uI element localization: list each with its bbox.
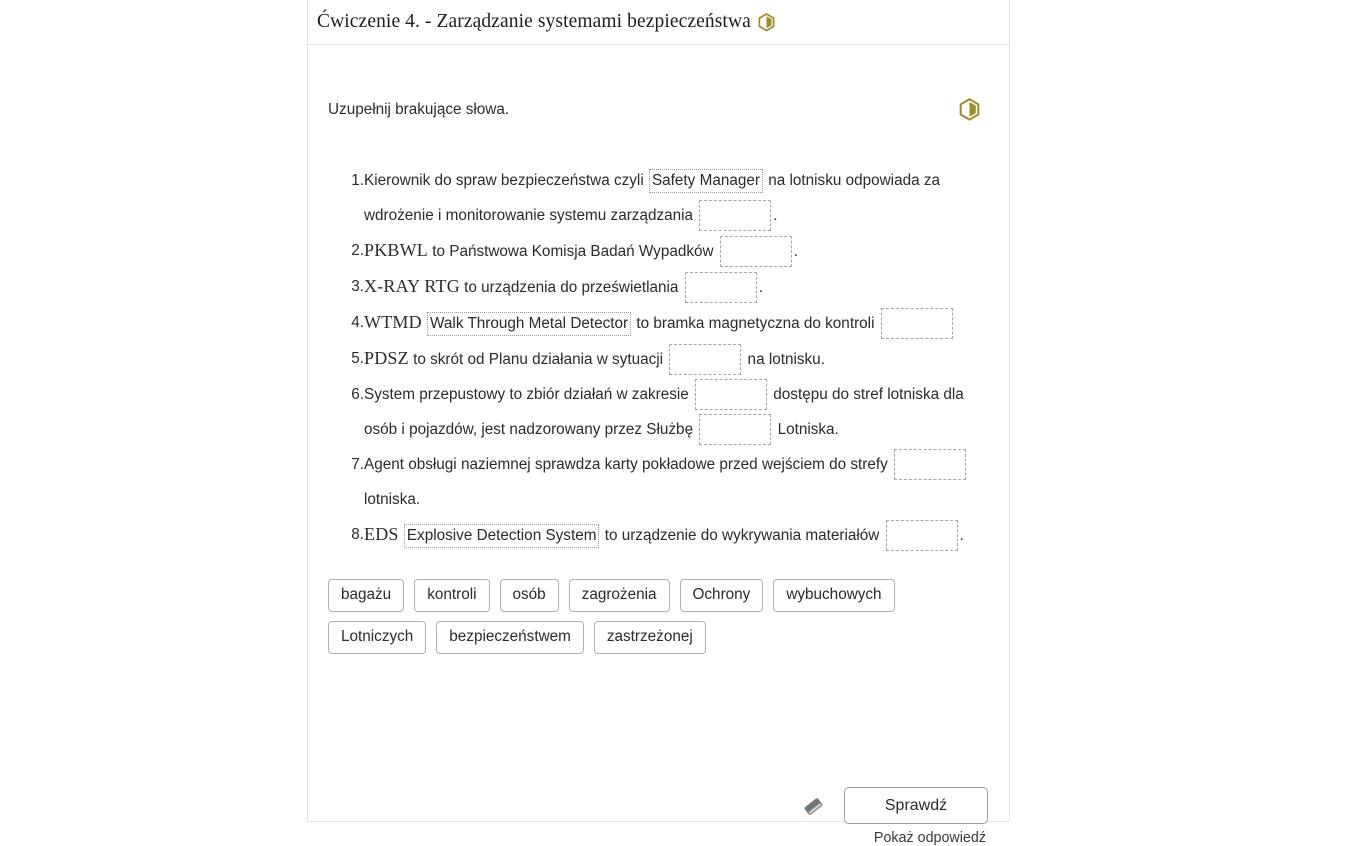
question-item	[308, 269, 1009, 305]
question-text: .	[758, 279, 763, 296]
actions-row	[800, 787, 988, 824]
question-text: to skrót od Planu działania w sytuacji	[408, 351, 668, 368]
question-text: .	[793, 243, 799, 260]
instruction-text: Uzupełnij brakujące słowa.	[328, 101, 510, 118]
hint-box: Explosive Detection System	[404, 524, 600, 548]
question-text: System przepustowy to zbiór działań w zakresie	[364, 386, 694, 403]
question-text: dostępu do stref lotniska dla osób i pojazdów, jest nadzorowany przez Służbę	[364, 386, 964, 438]
question-text: Agent obsługi naziemnej sprawdza karty pokładowe przed wejściem do strefy	[364, 456, 893, 473]
question-text: na lotnisku.	[743, 351, 825, 368]
hint-box: Safety Manager	[649, 169, 763, 193]
acronym-text: PDSZ	[364, 348, 409, 368]
answer-blank[interactable]	[894, 449, 966, 480]
exercise-card	[307, 0, 1010, 846]
question-text	[422, 315, 426, 332]
actions-area	[800, 787, 988, 846]
question-text: to bramka magnetyczna do kontroli	[632, 315, 879, 332]
question-item	[308, 447, 1009, 517]
word-chip[interactable]: wybuchowych	[773, 579, 894, 612]
word-chip[interactable]: Lotniczych	[328, 621, 426, 654]
answer-blank[interactable]	[685, 272, 757, 303]
word-chip[interactable]: zastrzeżonej	[594, 621, 706, 654]
answer-blank[interactable]	[720, 236, 792, 267]
question-text: .	[959, 527, 964, 544]
question-item	[308, 233, 1009, 269]
word-chip[interactable]: bezpieczeństwem	[436, 621, 584, 654]
word-chip[interactable]: Ochrony	[680, 579, 764, 612]
answer-blank[interactable]	[695, 379, 767, 410]
hexagon-icon	[758, 13, 775, 32]
question-number: 1.	[351, 172, 364, 189]
questions-list	[308, 163, 1009, 553]
question-text: lotniska.	[364, 491, 421, 508]
answer-blank[interactable]	[699, 414, 771, 445]
question-text	[399, 527, 403, 544]
page-title: Ćwiczenie 4. - Zarządzanie systemami bezpieczeństwa	[317, 11, 751, 32]
instruction-row	[308, 97, 1009, 123]
question-text: Lotniska.	[773, 421, 839, 438]
show-answer-link[interactable]: Pokaż odpowiedź	[873, 830, 986, 846]
question-text: to urządzenie do wykrywania materiałów	[600, 527, 884, 544]
question-text: Kierownik do spraw bezpieczeństwa czyli	[364, 172, 648, 189]
question-item	[308, 163, 1009, 233]
question-item	[308, 341, 1009, 377]
card-body	[308, 45, 1009, 846]
question-item	[308, 517, 1009, 553]
question-number: 2.	[351, 242, 364, 259]
question-number: 8.	[351, 526, 364, 543]
hint-box: Walk Through Metal Detector	[427, 312, 631, 336]
answer-blank[interactable]	[669, 344, 741, 375]
question-text: .	[773, 207, 778, 224]
acronym-text: X-RAY RTG	[364, 276, 460, 296]
question-number: 6.	[351, 386, 364, 403]
question-number: 5.	[351, 350, 364, 367]
word-chip[interactable]: bagażu	[328, 579, 404, 612]
question-item	[308, 305, 1009, 341]
question-number: 4.	[351, 314, 364, 331]
question-text: na lotnisku odpowiada za wdrożenie i monitorowanie systemu zarządzania	[364, 172, 941, 224]
hexagon-icon	[959, 98, 980, 122]
word-chip[interactable]: osób	[500, 579, 559, 612]
acronym-text: EDS	[364, 524, 399, 544]
answer-blank[interactable]	[699, 200, 771, 231]
word-bank	[308, 579, 948, 654]
question-number: 7.	[351, 456, 364, 473]
word-chip[interactable]: zagrożenia	[569, 579, 670, 612]
question-item	[308, 377, 1009, 447]
acronym-text: WTMD	[364, 312, 422, 332]
acronym-text: PKBWL	[364, 240, 428, 260]
answer-blank[interactable]	[881, 308, 953, 339]
word-chip[interactable]: kontroli	[414, 579, 489, 612]
question-number: 3.	[351, 278, 364, 295]
question-text: to Państwowa Komisja Badań Wypadków	[428, 243, 718, 260]
check-button[interactable]: Sprawdź	[844, 787, 988, 824]
question-text: to urządzenia do prześwietlania	[459, 279, 683, 296]
eraser-icon[interactable]	[800, 793, 826, 819]
card-header	[308, 0, 1009, 45]
answer-blank[interactable]	[886, 520, 958, 551]
